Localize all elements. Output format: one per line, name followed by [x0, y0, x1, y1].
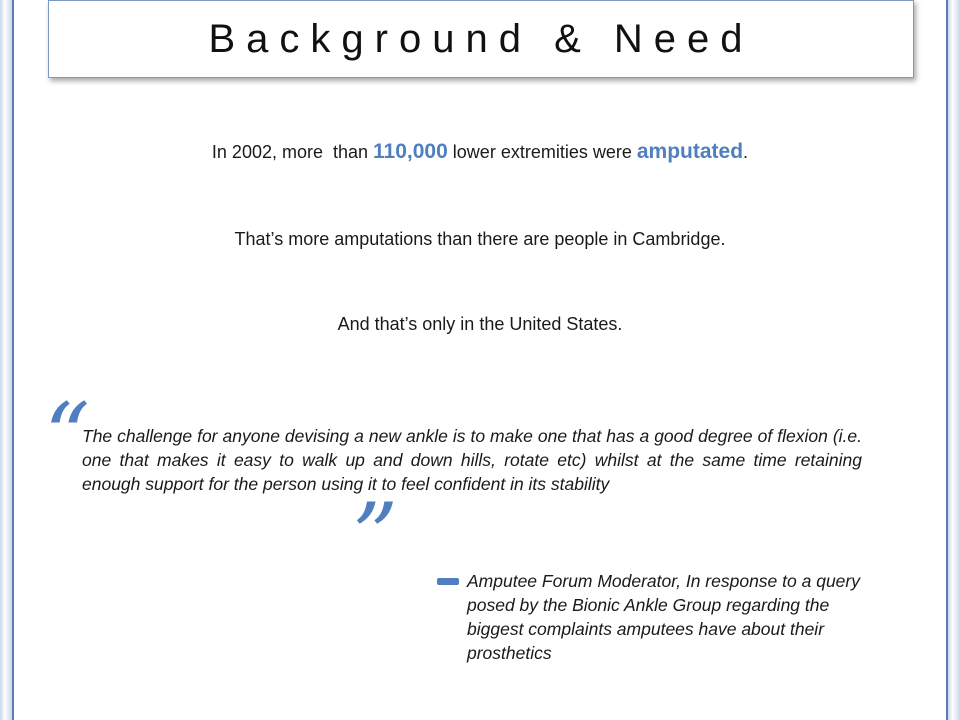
- stat-line-mid: lower extremities were: [447, 142, 637, 162]
- comparison-line: That’s more amputations than there are people in Cambridge.: [234, 229, 726, 249]
- left-border-decoration: [0, 0, 14, 720]
- scope-line: And that’s only in the United States.: [337, 314, 623, 334]
- stat-keyword: amputated: [636, 140, 744, 163]
- quote-text: The challenge for anyone devising a new ankle is to make one that has a good degree of flexion (i.e. one that makes it easy to walk up and down hills, rotate etc) whilst at the same time retaining enough support for the person using it to feel confident in its stability: [82, 426, 862, 494]
- stat-line-post: .: [743, 142, 749, 162]
- open-quote-icon: “: [44, 384, 91, 489]
- close-quote-icon: ”: [352, 484, 399, 589]
- title-box: [48, 0, 914, 78]
- quote-attribution: Amputee Forum Moderator, In response to a query posed by the Bionic Ankle Group regarding the biggest complaints amputees have about their prosthetics: [467, 571, 860, 663]
- stat-number: 110,000: [373, 140, 448, 163]
- stat-line: [0, 140, 960, 164]
- right-border-decoration: [946, 0, 960, 720]
- attribution-dash-icon: [437, 578, 459, 585]
- slide-title: Background & Need: [208, 16, 754, 61]
- stat-line-pre: In 2002, more than: [211, 142, 374, 162]
